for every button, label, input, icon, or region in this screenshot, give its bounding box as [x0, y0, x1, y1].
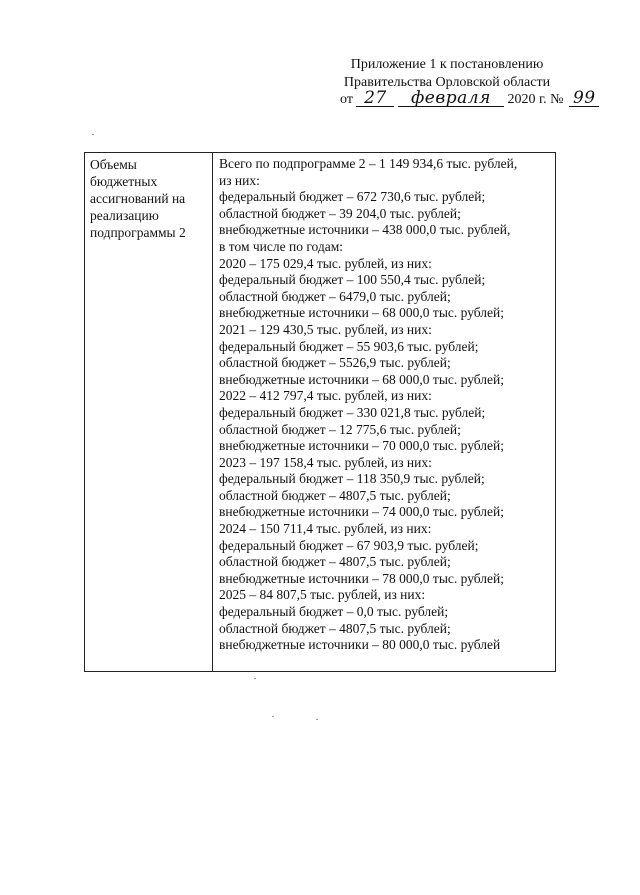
table-right-cell [219, 156, 555, 654]
budget-line: 2022 – 412 797,4 тыс. рублей, из них: [219, 388, 432, 404]
left-cell-line: Объемы [90, 157, 137, 172]
budget-line: областной бюджет – 4807,5 тыс. рублей; [219, 554, 451, 570]
scan-speck [254, 678, 256, 679]
budget-line: федеральный бюджет – 67 903,9 тыс. рублей; [219, 537, 479, 553]
handwritten-doc-number: 99 [569, 90, 599, 107]
budget-line: областной бюджет – 4807,5 тыс. рублей; [219, 620, 451, 636]
budget-line: внебюджетные источники – 70 000,0 тыс. рублей; [219, 438, 505, 454]
appendix-header [312, 56, 582, 92]
budget-line: областной бюджет – 12 775,6 тыс. рублей; [219, 421, 461, 437]
budget-line: 2020 – 175 029,4 тыс. рублей, из них: [219, 255, 432, 271]
budget-line: внебюджетные источники – 68 000,0 тыс. рублей; [219, 371, 505, 387]
handwritten-month: февраля [398, 90, 504, 107]
budget-line: федеральный бюджет – 55 903,6 тыс. рублей; [219, 338, 479, 354]
handwritten-day: 27 [356, 90, 394, 107]
budget-line: внебюджетные источники – 68 000,0 тыс. рублей; [219, 305, 505, 321]
budget-line: федеральный бюджет – 330 021,8 тыс. рублей; [219, 404, 486, 420]
budget-line: федеральный бюджет – 672 730,6 тыс. рублей; [219, 189, 486, 205]
budget-line: федеральный бюджет – 0,0 тыс. рублей; [219, 604, 449, 620]
budget-line: внебюджетные источники – 74 000,0 тыс. рублей; [219, 504, 505, 520]
budget-line: 2024 – 150 711,4 тыс. рублей, из них: [219, 521, 432, 537]
left-cell-line: ассигнований на [90, 191, 186, 206]
budget-line: внебюджетные источники – 78 000,0 тыс. рублей; [219, 570, 505, 586]
appendix-header-line: Приложение 1 к постановлению [350, 57, 544, 72]
budget-table [84, 152, 556, 672]
budget-line: областной бюджет – 4807,5 тыс. рублей; [219, 487, 451, 503]
scan-speck [92, 134, 94, 135]
left-cell-line: подпрограммы 2 [90, 225, 186, 240]
left-cell-line: бюджетных [90, 174, 158, 189]
budget-line: 2023 – 197 158,4 тыс. рублей, из них: [219, 454, 432, 470]
budget-line: 2025 – 84 807,5 тыс. рублей, из них: [219, 587, 426, 603]
resolution-date-line [340, 88, 596, 112]
budget-line: федеральный бюджет – 118 350,9 тыс. рублей; [219, 471, 485, 487]
appendix-header-line: Правительства Орловской области [343, 75, 551, 90]
scan-speck [272, 716, 274, 717]
date-year: 2020 г. № [507, 92, 564, 107]
budget-line: областной бюджет – 39 204,0 тыс. рублей; [219, 205, 461, 221]
date-prefix: от [340, 92, 353, 107]
budget-line: в том числе по годам: [219, 238, 344, 254]
budget-line: Всего по подпрограмме 2 – 1 149 934,6 тыс. рублей, [219, 156, 518, 171]
budget-line: внебюджетные источники – 438 000,0 тыс. рублей, [219, 222, 511, 238]
left-cell-line: реализацию [90, 208, 159, 223]
table-left-cell [90, 156, 210, 241]
budget-line: областной бюджет – 6479,0 тыс. рублей; [219, 288, 451, 304]
budget-line: областной бюджет – 5526,9 тыс. рублей; [219, 355, 451, 371]
table-column-divider [212, 153, 213, 671]
budget-line: 2021 – 129 430,5 тыс. рублей, из них: [219, 321, 432, 337]
budget-line: из них: [219, 172, 260, 188]
budget-line: внебюджетные источники – 80 000,0 тыс. рублей [219, 637, 501, 653]
scan-speck [316, 719, 318, 720]
budget-line: федеральный бюджет – 100 550,4 тыс. рублей; [219, 272, 486, 288]
